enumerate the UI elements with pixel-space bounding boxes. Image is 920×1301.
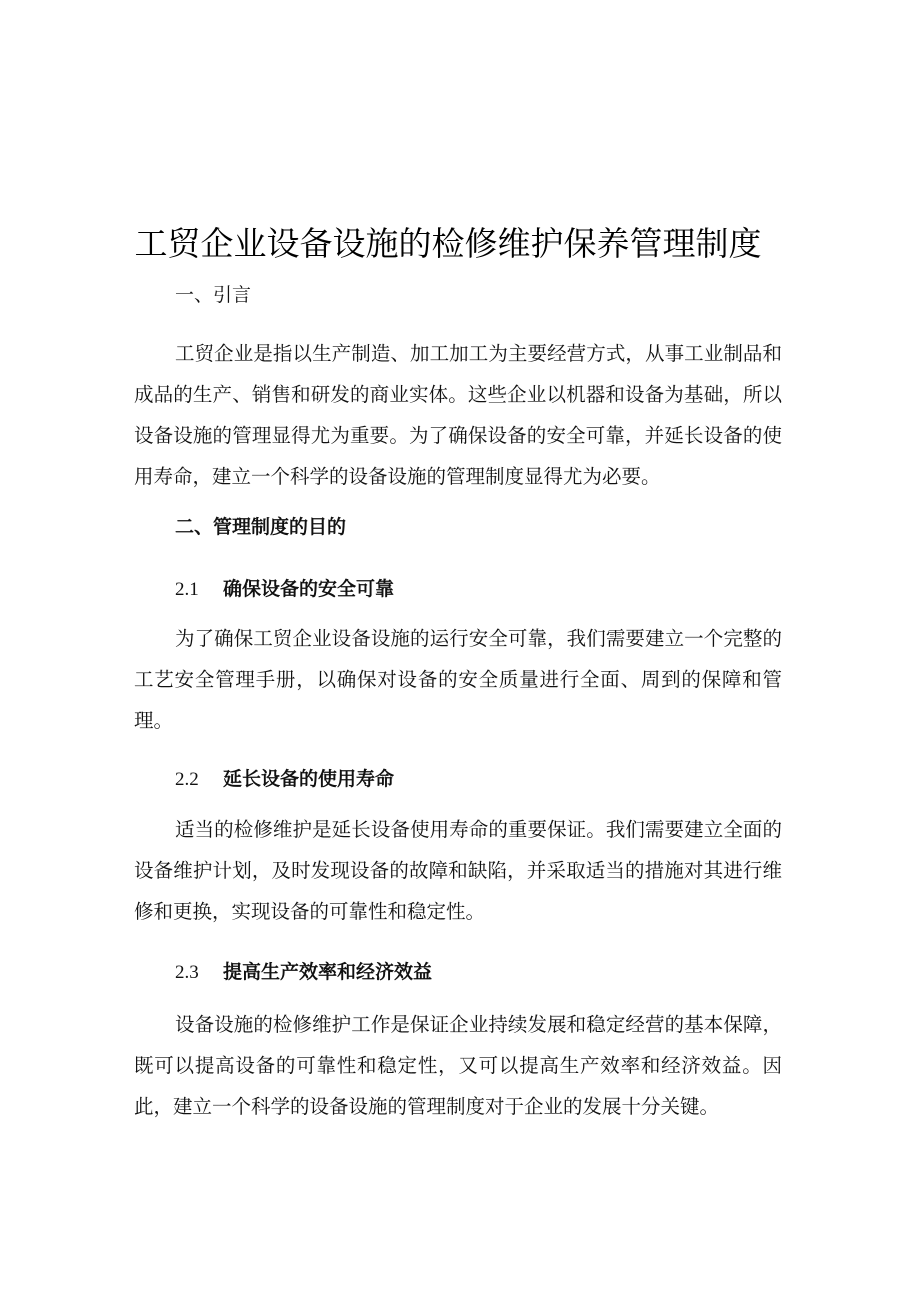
subsection-title: 延长设备的使用寿命 [223,768,395,790]
subsection-heading-2-3 [175,960,432,985]
introduction-paragraph: 工贸企业是指以生产制造、加工加工为主要经营方式，从事工业制品和成品的生产、销售和研发的商业实体。这些企业以机器和设备为基础，所以设备设施的管理显得尤为重要。为了确保设备的安全可靠，并延长设备的使用寿命，建立一个科学的设备设施的管理制度显得尤为必要。 [134,342,782,488]
subsection-paragraph-2-1: 为了确保工贸企业设备设施的运行安全可靠，我们需要建立一个完整的工艺安全管理手册，以确保对设备的安全质量进行全面、周到的保障和管理。 [134,627,782,732]
section-heading-purpose: 二、管理制度的目的 [175,516,347,538]
subsection-title: 确保设备的安全可靠 [223,578,395,600]
subsection-heading-2-1 [175,577,394,602]
subsection-number: 2.2 [175,769,199,790]
subsection-heading-2-2 [175,767,394,792]
subsection-title: 提高生产效率和经济效益 [223,961,433,983]
subsection-number: 2.1 [175,579,199,600]
subsection-paragraph-2-3: 设备设施的检修维护工作是保证企业持续发展和稳定经营的基本保障，既可以提高设备的可靠性和稳定性，又可以提高生产效率和经济效益。因此，建立一个科学的设备设施的管理制度对于企业的发展十分关键。 [134,1013,782,1118]
subsection-paragraph-2-2: 适当的检修维护是延长设备使用寿命的重要保证。我们需要建立全面的设备维护计划，及时发现设备的故障和缺陷，并采取适当的措施对其进行维修和更换，实现设备的可靠性和稳定性。 [134,818,782,923]
document-title: 工贸企业设备设施的检修维护保养管理制度 [134,224,762,263]
subsection-number: 2.3 [175,962,199,983]
section-heading-introduction: 一、引言 [175,284,252,306]
